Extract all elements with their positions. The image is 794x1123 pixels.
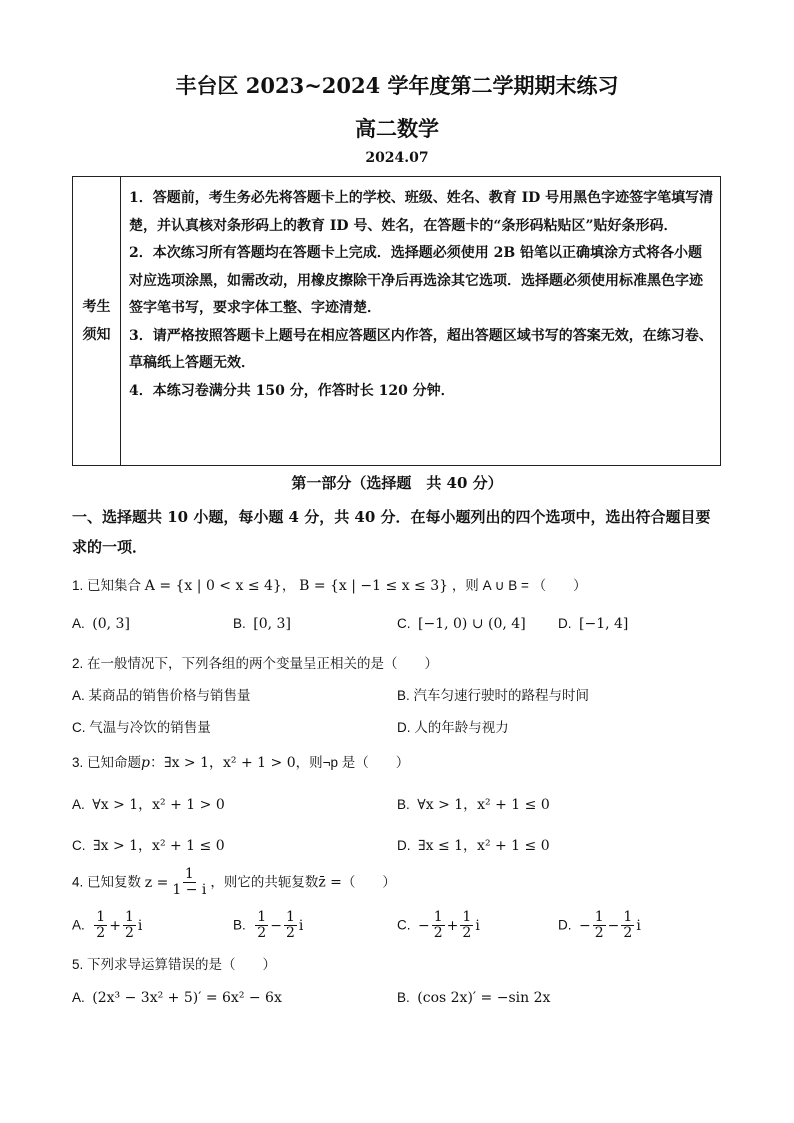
notice-items xyxy=(129,185,715,405)
notice-item: 1．答题前，考生务必先将答题卡上的学校、班级、姓名、教育 ID 号用黑色字迹签字笔填写清楚，并认真核对条形码上的教育 ID 号、姓名，在答题卡的“条形码粘贴区”贴好条形码． xyxy=(129,190,714,234)
q1-option-a: A. (0, 3] xyxy=(72,616,130,632)
q3-option-d: D. ∃x ≤ 1，x² + 1 ≤ 0 xyxy=(397,838,550,854)
q2-option-b: B. 汽车匀速行驶时的路程与时间 xyxy=(397,688,590,703)
q4-option-d: D. − $\frac{1}{2}$ − $\frac{1}{2}$ i xyxy=(558,909,641,941)
set-b: B = {x | −1 ≤ x ≤ 3} xyxy=(299,578,449,594)
notice-item: 3．请严格按照答题卡上题号在相应答题区内作答，超出答题区域书写的答案无效，在练习卷、草稿纸上答题无效． xyxy=(129,327,713,371)
q1-option-b: B. [0, 3] xyxy=(233,616,291,632)
question-4-stem: 4. 已知复数 z = $\frac{1}{1 - i}$ ，则它的共轭复数z̄ =（ ） xyxy=(72,866,396,898)
exam-subject: 高二数学 xyxy=(355,116,439,141)
q5-option-b: B. (cos 2x)′ = −sin 2x xyxy=(397,990,551,1006)
notice-label xyxy=(73,177,121,465)
exam-title: 丰台区 2023~2024 学年度第二学期期末练习 xyxy=(175,73,619,98)
q5-option-a: A. (2x³ − 3x² + 5)′ = 6x² − 6x xyxy=(72,990,282,1006)
q1-option-c: C. [−1, 0) ∪ (0, 4] xyxy=(397,616,526,632)
notice-label-line1: 考生 xyxy=(82,299,111,315)
q3-option-b: B. ∀x > 1，x² + 1 ≤ 0 xyxy=(397,797,550,813)
question-5-stem: 5. 下列求导运算错误的是（ ） xyxy=(72,957,277,972)
question-1-stem: 1. 已知集合 A = {x | 0 < x ≤ 4}， B = {x | −1 ≤ x ≤ 3} ，则 A ∪ B = （ ） xyxy=(72,578,587,594)
q3-option-a: A. ∀x > 1，x² + 1 > 0 xyxy=(72,797,225,813)
candidate-notice-box xyxy=(72,176,721,466)
question-2-stem: 2. 在一般情况下，下列各组的两个变量呈正相关的是（ ） xyxy=(72,656,439,671)
notice-label-line2: 须知 xyxy=(82,327,111,343)
q4-option-c: C. − $\frac{1}{2}$ + $\frac{1}{2}$ i xyxy=(397,909,480,941)
notice-item: 2．本次练习所有答题均在答题卡上完成．选择题必须使用 2B 铅笔以正确填涂方式将各小题对应选项涂黑，如需改动，用橡皮擦除干净后再选涂其它选项．选择题必须使用标准黑色字迹签字笔书写，要求字体工整、字迹清楚． xyxy=(129,245,703,316)
q2-option-d: D. 人的年龄与视力 xyxy=(397,720,509,735)
question-3-stem: 3. 已知命题p：∃x > 1，x² + 1 > 0，则¬p 是（ ） xyxy=(72,755,410,771)
q4-option-a: A. $\frac{1}{2}$ + $\frac{1}{2}$ i xyxy=(72,909,143,941)
set-a: A = {x | 0 < x ≤ 4} xyxy=(144,578,282,594)
q2-option-a: A. 某商品的销售价格与销售量 xyxy=(72,688,251,703)
q1-option-d: D. [−1, 4] xyxy=(558,616,629,632)
q3-option-c: C. ∃x > 1，x² + 1 ≤ 0 xyxy=(72,838,225,854)
q2-option-c: C. 气温与冷饮的销售量 xyxy=(72,720,211,735)
part1-instruction: 一、选择题共 10 小题，每小题 4 分，共 40 分．在每小题列出的四个选项中，选出符合题目要求的一项． xyxy=(72,508,711,556)
notice-item: 4．本练习卷满分共 150 分，作答时长 120 分钟． xyxy=(129,382,455,399)
part1-heading: 第一部分（选择题 共 40 分） xyxy=(291,474,503,492)
q4-option-b: B. $\frac{1}{2}$ − $\frac{1}{2}$ i xyxy=(233,909,304,941)
exam-date: 2024.07 xyxy=(365,150,429,166)
